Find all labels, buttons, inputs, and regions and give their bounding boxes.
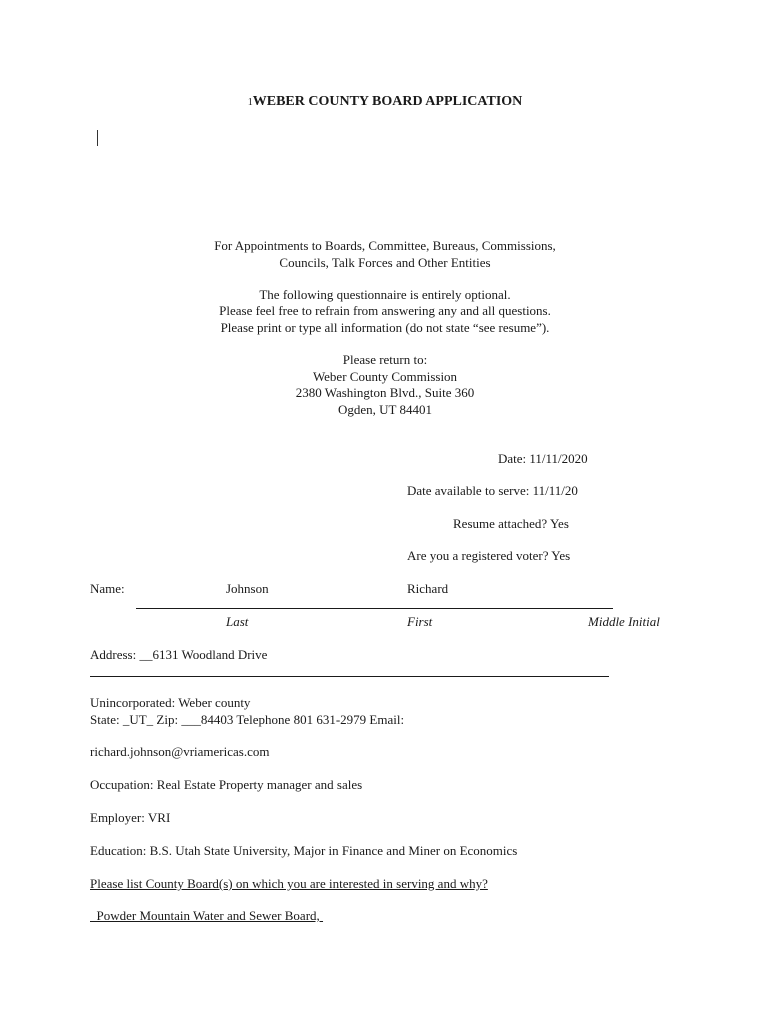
address-underline: [90, 676, 609, 677]
address-field: Address: __6131 Woodland Drive: [90, 647, 268, 662]
intro-line-1: For Appointments to Boards, Committee, Bureaus, Commissions,: [214, 238, 556, 253]
name-underline: [136, 608, 613, 609]
boards-question: Please list County Board(s) on which you are interested in serving and why?: [90, 876, 488, 891]
occupation-field: Occupation: Real Estate Property manager and sales: [90, 777, 363, 792]
last-caption: Last: [226, 614, 249, 629]
boards-answer: Powder Mountain Water and Sewer Board,: [90, 908, 324, 923]
first-caption: First: [407, 614, 433, 629]
state-zip-phone-line: State: _UT_ Zip: ___84403 Telephone 801 631-2979 Email:: [90, 712, 405, 727]
available-date-field: Date available to serve: 11/11/20: [407, 483, 578, 498]
middle-initial-caption: Middle Initial: [588, 614, 660, 629]
return-street: 2380 Washington Blvd., Suite 360: [295, 385, 475, 400]
last-name-value: Johnson: [226, 581, 269, 596]
text-cursor: [97, 130, 98, 146]
notice-line-1: The following questionnaire is entirely optional.: [259, 287, 511, 302]
intro-line-2: Councils, Talk Forces and Other Entities: [279, 255, 491, 270]
return-org: Weber County Commission: [312, 369, 458, 384]
first-name-value: Richard: [407, 581, 449, 596]
voter-field: Are you a registered voter? Yes: [407, 548, 571, 563]
employer-field: Employer: VRI: [90, 810, 171, 825]
email-value: richard.johnson@vriamericas.com: [90, 744, 270, 759]
notice-line-3: Please print or type all information (do not state “see resume”).: [220, 320, 550, 335]
name-label: Name:: [90, 581, 125, 596]
return-city: Ogden, UT 84401: [337, 402, 432, 417]
notice-line-2: Please feel free to refrain from answering any and all questions.: [219, 303, 551, 318]
return-label: Please return to:: [342, 352, 428, 367]
resume-field: Resume attached? Yes: [453, 516, 569, 531]
title-text: WEBER COUNTY BOARD APPLICATION: [252, 94, 523, 109]
date-field: Date: 11/11/2020: [498, 451, 588, 466]
unincorporated-field: Unincorporated: Weber county: [90, 695, 251, 710]
title-footnote-mark: 1: [247, 97, 253, 108]
page-title: [0, 94, 770, 110]
education-field: Education: B.S. Utah State University, Major in Finance and Miner on Economics: [90, 843, 518, 858]
